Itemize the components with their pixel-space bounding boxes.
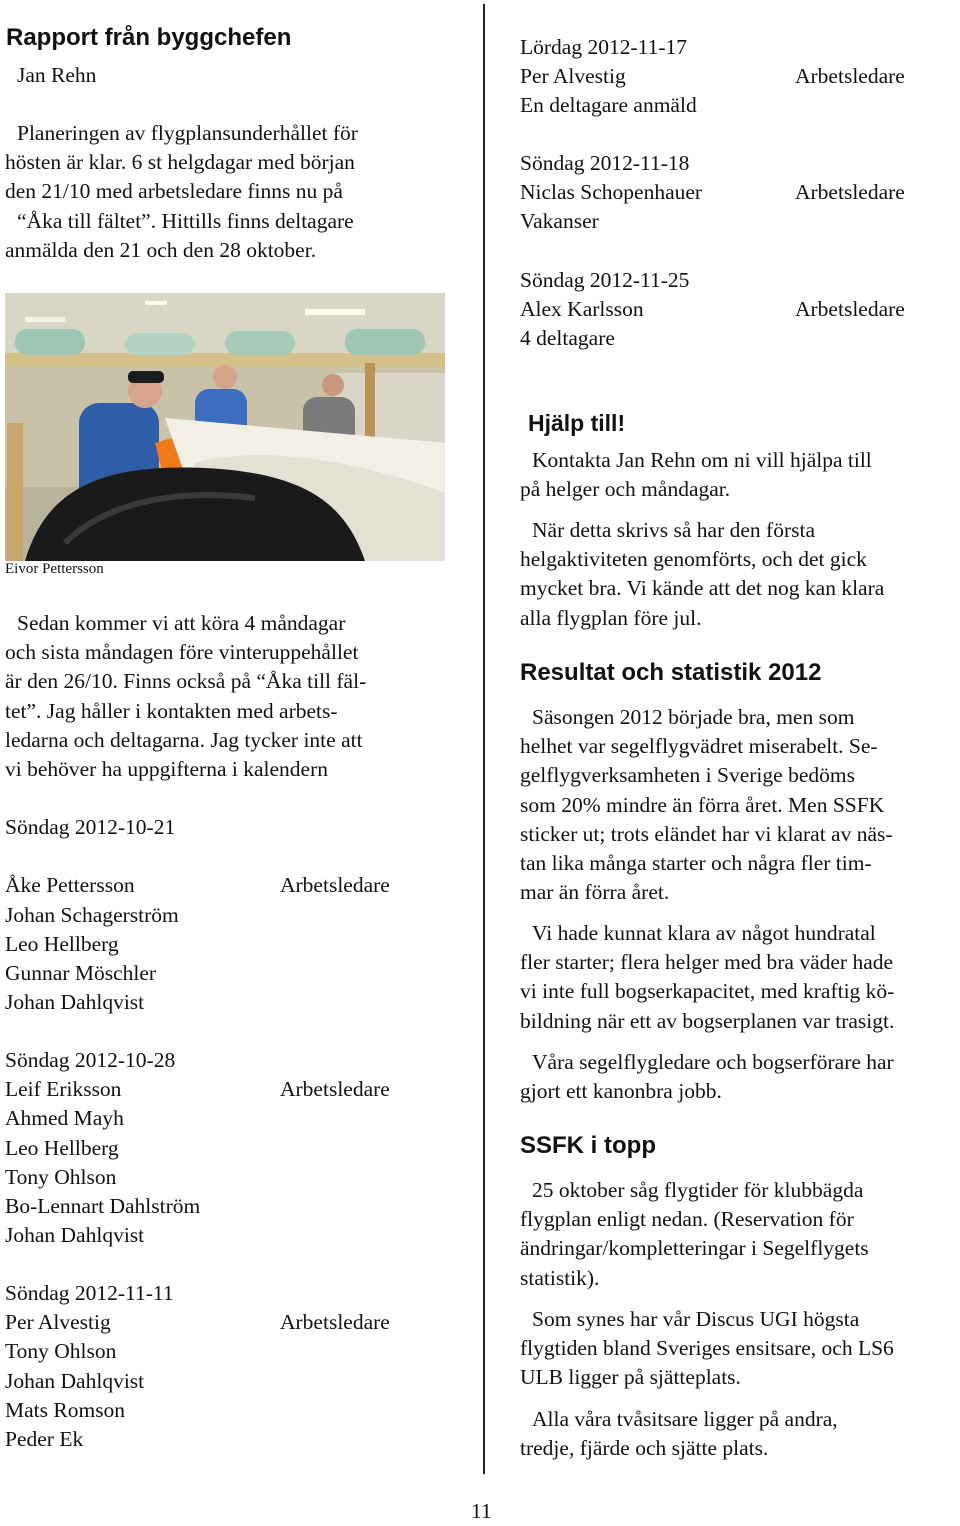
participant-name: Per Alvestig bbox=[5, 1310, 111, 1335]
schedule-row bbox=[5, 1163, 475, 1192]
top-heading: SSFK i topp bbox=[520, 1132, 656, 1159]
participant-name: Leif Eriksson bbox=[5, 1077, 122, 1102]
participant-name: Johan Dahlqvist bbox=[5, 990, 145, 1015]
schedule-row bbox=[5, 1192, 475, 1221]
participant-name: Per Alvestig bbox=[520, 64, 626, 89]
text-line: vi behöver ha uppgifterna i kalendern bbox=[5, 757, 328, 782]
text-line: Säsongen 2012 började bra, men som bbox=[532, 705, 855, 729]
schedule-note: En deltagare anmäld bbox=[520, 93, 697, 118]
schedule-row bbox=[5, 1075, 475, 1104]
participant-role: Arbetsledare bbox=[280, 1310, 390, 1335]
text-line: tet”. Jag håller i kontakten med arbets- bbox=[5, 698, 338, 723]
participant-name: Leo Hellberg bbox=[5, 1135, 119, 1160]
text-line: ändringar/kompletteringar i Segelflygets bbox=[520, 1236, 869, 1261]
schedule-row bbox=[5, 1396, 475, 1425]
participant-role: Arbetsledare bbox=[795, 64, 905, 89]
schedule-nov11 bbox=[5, 1279, 475, 1454]
article-author: Jan Rehn bbox=[17, 63, 97, 87]
text-line: ULB ligger på sjätteplats. bbox=[520, 1365, 741, 1390]
text-line: tan lika många starter och några fler tim- bbox=[520, 851, 872, 876]
schedule-date: Söndag 2012-11-25 bbox=[520, 268, 690, 292]
schedule-row bbox=[5, 959, 475, 988]
participant-name: Gunnar Möschler bbox=[5, 960, 157, 985]
schedule-note: 4 deltagare bbox=[520, 326, 615, 351]
text-line: den 21/10 med arbetsledare finns nu på bbox=[5, 179, 343, 204]
text-line: Kontakta Jan Rehn om ni vill hjälpa till bbox=[532, 448, 872, 472]
participant-role: Arbetsledare bbox=[280, 873, 390, 898]
schedule-row bbox=[5, 901, 475, 930]
text-line: Vi hade kunnat klara av något hundratal bbox=[532, 921, 876, 945]
article-heading: Rapport från byggchefen bbox=[6, 24, 292, 51]
text-line: gelflygverksamheten i Sverige bedöms bbox=[520, 763, 855, 788]
text-line: Våra segelflygledare och bogserförare har bbox=[532, 1050, 894, 1074]
schedule-date: Söndag 2012-10-28 bbox=[5, 1048, 176, 1072]
text-line: Som synes har vår Discus UGI högsta bbox=[532, 1307, 860, 1331]
text-line: hösten är klar. 6 st helgdagar med början bbox=[5, 150, 355, 175]
help-paragraph-2 bbox=[520, 516, 950, 633]
schedule-nov18 bbox=[520, 149, 950, 237]
participant-name: Åke Pettersson bbox=[5, 873, 135, 898]
participant-name: Johan Dahlqvist bbox=[5, 1368, 145, 1393]
schedule-date: Söndag 2012-11-18 bbox=[520, 151, 690, 175]
results-paragraph-3 bbox=[520, 1048, 960, 1106]
text-line: som 20% mindre än förra året. Men SSFK bbox=[520, 792, 885, 817]
text-line: helgaktiviteten genomförts, och det gick bbox=[520, 547, 867, 572]
text-line: vi inte full bogserkapacitet, med kraftig kö- bbox=[520, 979, 895, 1004]
participant-name: Peder Ek bbox=[5, 1426, 84, 1451]
workshop-photo bbox=[5, 293, 445, 561]
participant-role: Arbetsledare bbox=[795, 297, 905, 322]
text-line: mycket bra. Vi kände att det nog kan klara bbox=[520, 576, 885, 601]
top-paragraph-1 bbox=[520, 1176, 950, 1293]
participant-role: Arbetsledare bbox=[795, 180, 905, 205]
schedule-row bbox=[5, 930, 475, 959]
photo-caption: Eivor Pettersson bbox=[5, 561, 104, 577]
schedule-date: Söndag 2012-10-21 bbox=[5, 815, 176, 839]
participant-name: Johan Schagerström bbox=[5, 902, 179, 927]
text-line: Alla våra tvåsitsare ligger på andra, bbox=[532, 1407, 838, 1431]
text-line: anmälda den 21 och den 28 oktober. bbox=[5, 237, 317, 262]
participant-name: Mats Romson bbox=[5, 1397, 126, 1422]
participant-name: Leo Hellberg bbox=[5, 931, 119, 956]
schedule-date: Lördag 2012-11-17 bbox=[520, 35, 687, 59]
text-line: statistik). bbox=[520, 1265, 600, 1290]
text-line: tredje, fjärde och sjätte plats. bbox=[520, 1436, 769, 1461]
text-line: är den 26/10. Finns också på “Åka till fäl- bbox=[5, 669, 367, 694]
schedule-nov25 bbox=[520, 266, 950, 354]
text-line: alla flygplan före jul. bbox=[520, 605, 702, 630]
schedule-row bbox=[5, 988, 475, 1017]
column-divider bbox=[483, 4, 485, 1474]
participant-name: Alex Karlsson bbox=[520, 297, 644, 322]
text-line: Sedan kommer vi att köra 4 måndagar bbox=[17, 611, 346, 635]
text-line: mar än förra året. bbox=[520, 880, 670, 905]
schedule-row bbox=[520, 295, 950, 324]
participant-role: Arbetsledare bbox=[280, 1077, 390, 1102]
top-paragraph-2 bbox=[520, 1305, 960, 1393]
schedule-row bbox=[5, 1367, 475, 1396]
results-heading: Resultat och statistik 2012 bbox=[520, 659, 822, 686]
schedule-oct21 bbox=[5, 813, 475, 1017]
text-line: flygtiden bland Sveriges ensitsare, och LS6 bbox=[520, 1336, 894, 1361]
text-line: När detta skrivs så har den första bbox=[532, 518, 815, 542]
text-line: Planeringen av flygplansunderhållet för bbox=[17, 121, 358, 145]
schedule-row bbox=[5, 1425, 475, 1454]
text-line: fler starter; flera helger med bra väder hade bbox=[520, 950, 894, 975]
schedule-row bbox=[5, 1308, 475, 1337]
schedule-nov17 bbox=[520, 33, 950, 121]
schedule-row bbox=[5, 1221, 475, 1250]
participant-name: Bo-Lennart Dahlström bbox=[5, 1193, 201, 1218]
results-paragraph-2 bbox=[520, 919, 960, 1036]
text-line: bildning när ett av bogserplanen var trasigt. bbox=[520, 1008, 895, 1033]
text-line: ledarna och deltagarna. Jag tycker inte att bbox=[5, 727, 363, 752]
page-number: 11 bbox=[471, 1499, 492, 1523]
text-line: helhet var segelflygvädret miserabelt. Se- bbox=[520, 734, 878, 759]
schedule-date: Söndag 2012-11-11 bbox=[5, 1281, 174, 1305]
top-paragraph-3 bbox=[520, 1405, 950, 1463]
text-line: på helger och måndagar. bbox=[520, 477, 731, 502]
participant-name: Johan Dahlqvist bbox=[5, 1223, 145, 1248]
text-line: 25 oktober såg flygtider för klubbägda bbox=[532, 1178, 864, 1202]
schedule-row bbox=[5, 1104, 475, 1133]
intro-paragraph bbox=[5, 119, 475, 265]
schedule-row bbox=[5, 1134, 475, 1163]
participant-name: Tony Ohlson bbox=[5, 1339, 117, 1364]
schedule-row bbox=[520, 62, 950, 91]
schedule-note: Vakanser bbox=[520, 209, 599, 234]
schedule-row bbox=[5, 871, 475, 900]
help-heading: Hjälp till! bbox=[528, 410, 626, 436]
participant-name: Ahmed Mayh bbox=[5, 1106, 124, 1131]
text-line: gjort ett kanonbra jobb. bbox=[520, 1079, 722, 1104]
second-paragraph bbox=[5, 609, 475, 784]
participant-name: Tony Ohlson bbox=[5, 1164, 117, 1189]
participant-name: Niclas Schopenhauer bbox=[520, 180, 703, 205]
text-line: och sista måndagen före vinteruppehållet bbox=[5, 640, 359, 665]
help-paragraph-1 bbox=[520, 446, 950, 504]
schedule-row bbox=[520, 178, 950, 207]
text-line: flygplan enligt nedan. (Reservation för bbox=[520, 1207, 854, 1232]
schedule-row bbox=[5, 1337, 475, 1366]
results-paragraph-1 bbox=[520, 703, 950, 907]
text-line: “Åka till fältet”. Hittills finns deltagare bbox=[17, 208, 354, 233]
text-line: sticker ut; trots eländet har vi klarat av näs- bbox=[520, 821, 893, 846]
schedule-oct28 bbox=[5, 1046, 475, 1250]
